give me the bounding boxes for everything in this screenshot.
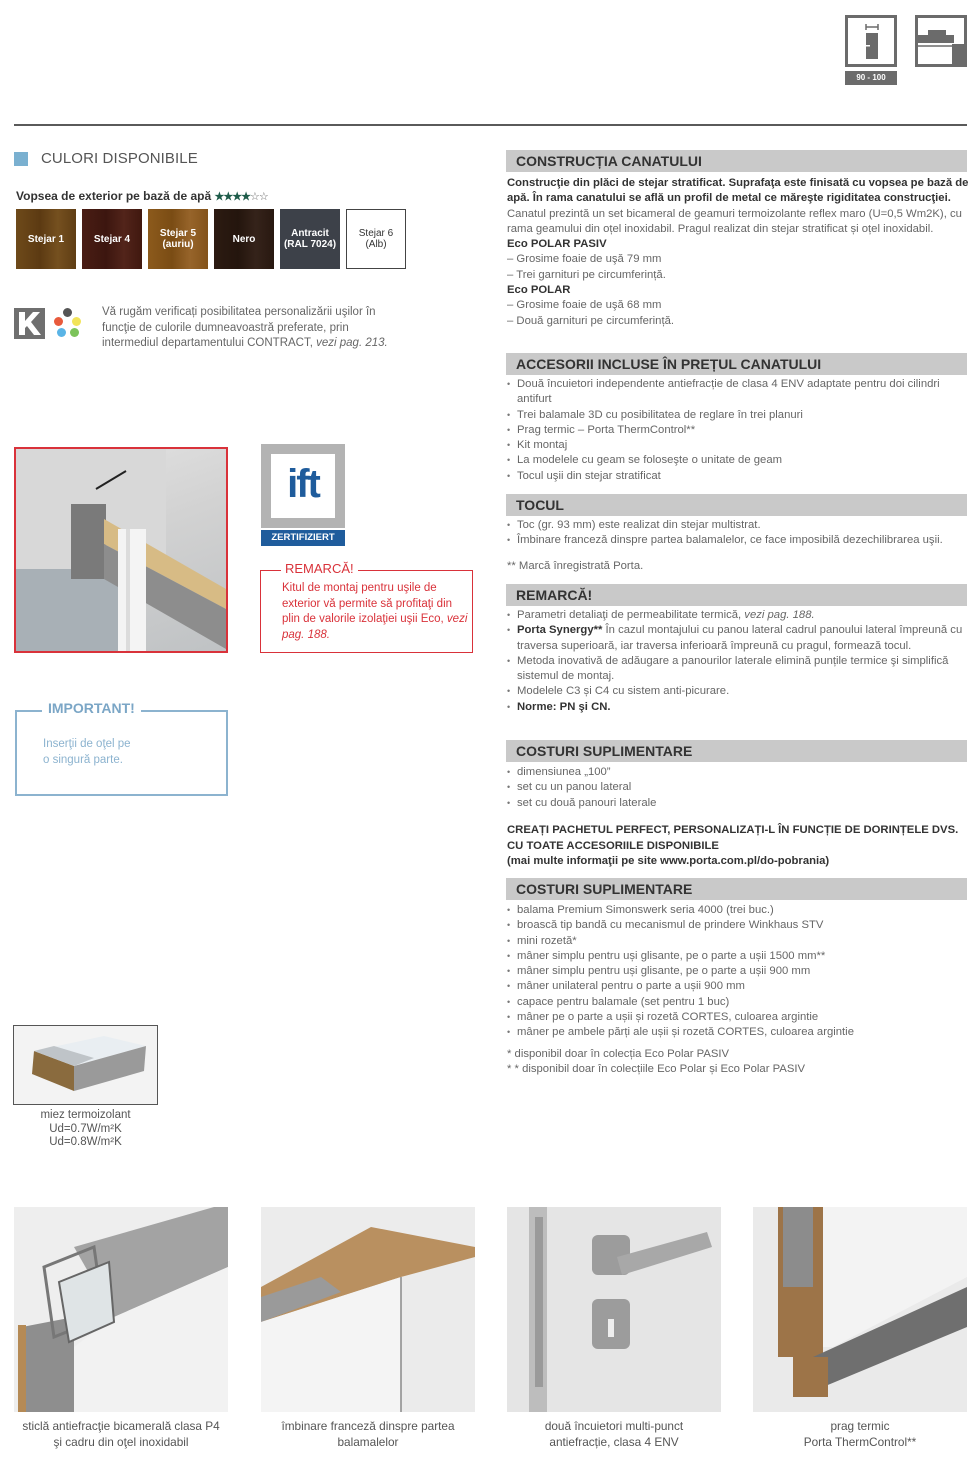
package-cta <box>507 823 969 870</box>
list-item: • Kit montaj <box>507 438 969 453</box>
list-item: • Toc (gr. 93 mm) este realizat din stejar multistrat. <box>507 518 969 533</box>
remarca-callout-text <box>282 581 472 643</box>
colors-section-title: CULORI DISPONIBILE <box>41 150 198 167</box>
personalization-note <box>102 305 402 352</box>
swatch-label: Stejar 4 <box>93 233 131 245</box>
important-line-1: Inserţii de oţel pe <box>43 738 131 750</box>
swatch-label <box>359 228 393 250</box>
frame-list <box>507 518 969 549</box>
cta-line-1: CREAȚI PACHETUL PERFECT, PERSONALIZAȚI-L ÎN FUNCȚIE DE DORINȚELE DVS. <box>507 824 959 836</box>
swatch-stejar-1[interactable] <box>16 209 76 269</box>
thermal-core-photo <box>13 1025 158 1105</box>
door-width-icon <box>845 15 897 67</box>
list-item: • broască tip bandă cu mecanismul de prindere Winkhaus STV <box>507 918 969 933</box>
caption-thermal-threshold <box>740 1418 979 1450</box>
threshold-profile-icon <box>915 15 967 67</box>
core-ud-value-2: Ud=0.8W/m²K <box>49 1136 122 1148</box>
extra-costs-list-1 <box>507 765 969 811</box>
variant-spec: – Grosime foaie de uşă 79 mm <box>507 253 662 266</box>
paint-label <box>16 189 268 205</box>
list-item: • mâner unilateral pentru o parte a ușii 900 mm <box>507 979 969 994</box>
list-item: • capace pentru balamale (set pentru 1 buc) <box>507 995 969 1010</box>
core-ud-value-1: Ud=0.7W/m²K <box>49 1122 122 1135</box>
list-item: • Prag termic – Porta ThermControl** <box>507 423 969 438</box>
swatch-label <box>160 228 196 250</box>
variant-spec: – Trei garnituri pe circumferință. <box>507 268 666 281</box>
installation-kit-photo <box>14 447 228 653</box>
personalization-text: Vă rugăm verificați posibilitatea personalizării uşilor în funcţie de culorile dumneavoastră preferate, prin intermediul departamentului CONTRACT, <box>102 306 376 349</box>
caption-line-1: sticlă antiefracţie bicamerală clasa P4 <box>22 1419 220 1433</box>
construction-section-header: CONSTRUCȚIA CANATULUI <box>506 150 967 172</box>
ift-logo-text: ift <box>287 462 319 506</box>
list-item: • set cu un panou lateral <box>507 780 969 795</box>
variant-spec: – Două garnituri pe circumferință. <box>507 314 675 327</box>
caption-multipoint-locks <box>494 1418 734 1450</box>
list-item: • Modelele C3 și C4 cu sistem anti-picurare. <box>507 684 969 699</box>
color-swatches <box>16 209 406 269</box>
photo-multipoint-locks <box>507 1207 721 1412</box>
remark-text: Parametri detaliaţi de permeabilitate termică, <box>517 609 745 621</box>
list-item: • mâner simplu pentru uși glisante, pe o parte a ușii 900 mm <box>507 964 969 979</box>
list-item: • Tocul uşii din stejar stratificat <box>507 469 969 484</box>
list-item: • Două încuietori independente antiefracție de clasa 4 ENV adaptate pentru doi cilindri antifurt <box>507 377 969 408</box>
extra-costs-list-2 <box>507 903 969 1041</box>
remark-bold: Norme: PN şi CN. <box>517 700 611 713</box>
photo-security-glass <box>14 1207 228 1412</box>
color-dot-icon <box>63 308 72 317</box>
photo-thermal-threshold <box>753 1207 967 1412</box>
cta-website-link[interactable]: (mai multe informaţii pe site www.porta.com.pl/do-pobrania) <box>507 855 830 867</box>
list-item: • mâner pe o parte a ușii și rozetă CORTES, culoarea argintie <box>507 1010 969 1025</box>
trademark-footnote: ** Marcă înregistrată Porta. <box>507 560 644 572</box>
variant-spec: – Grosime foaie de uşă 68 mm <box>507 299 662 312</box>
swatch-stejar-5[interactable] <box>148 209 208 269</box>
caption-line-2: balamalelor <box>337 1435 399 1449</box>
swatch-label-line2: (RAL 7024) <box>283 239 337 250</box>
swatch-label-line1: Stejar 5 <box>159 228 197 239</box>
core-caption-line1: miez termoizolant <box>40 1109 131 1121</box>
caption-line-1: prag termic <box>830 1419 890 1433</box>
star-empty-icon: ☆☆ <box>249 191 268 203</box>
ift-logo-subtitle: ZERTIFIZIERT <box>261 530 345 546</box>
list-item <box>507 608 969 623</box>
color-dot-icon <box>54 317 63 326</box>
remarks-list <box>507 608 969 715</box>
frame-section-header: TOCUL <box>506 494 967 516</box>
color-dot-icon <box>57 328 66 337</box>
photo-french-joint <box>261 1207 475 1412</box>
caption-line-2: şi cadru din oţel inoxidabil <box>53 1435 189 1449</box>
footnote-2: * * disponibil doar în colecțiile Eco Polar și Eco Polar PASIV <box>507 1063 806 1076</box>
construction-intro: Construcţie din plăci de stejar stratificat. Suprafaţa este finisată cu vopsea pe bază de apă. În rama canatului se află un profil de metal ce măreşte rigiditatea construcţiei. <box>507 177 969 205</box>
header-divider <box>14 124 967 126</box>
swatch-label-line1: Stejar 6 <box>358 228 394 239</box>
page-reference-link[interactable]: vezi pag. 188. <box>744 609 815 621</box>
list-item: • mâner simplu pentru uși glisante, pe o parte a ușii 1500 mm** <box>507 949 969 964</box>
star-filled-icon: ★★★★ <box>214 191 250 203</box>
construction-description: Canatul prezintă un set bicameral de geamuri termoizolante reflex maro (U=0,5 Wm2K), cu rama geamului din oțel inoxidabil. Pragul realizat din stejar stratificat și oțel inoxidabil. <box>507 207 962 235</box>
footnotes <box>507 1047 969 1078</box>
important-line-2: o singură parte. <box>43 754 123 766</box>
k-color-logo-icon <box>14 308 45 339</box>
color-dot-icon <box>72 317 81 326</box>
accessories-section-header: ACCESORII INCLUSE ÎN PREȚUL CANATULUI <box>506 353 967 375</box>
list-item: • balama Premium Simonswerk seria 4000 (trei buc.) <box>507 903 969 918</box>
caption-french-joint <box>248 1418 488 1450</box>
footnote-1: * disponibil doar în colecția Eco Polar PASIV <box>507 1048 730 1060</box>
swatch-label-line2: (auriu) <box>162 239 194 250</box>
swatch-label-line2: (Alb) <box>365 239 387 250</box>
list-item: • Trei balamale 3D cu posibilitatea de reglare în trei planuri <box>507 408 969 423</box>
remarks-section-header: REMARCĂ! <box>506 584 967 606</box>
list-item: • dimensiunea „100” <box>507 765 969 780</box>
paint-label-text: Vopsea de exterior pe bază de apă <box>16 189 212 203</box>
variant-name: Eco POLAR <box>507 284 571 297</box>
construction-body <box>507 176 969 329</box>
remarca-callout-title: REMARCĂ! <box>281 561 358 576</box>
swatch-label-line1: Antracit <box>291 228 329 239</box>
page-reference-link[interactable]: vezi pag. 213. <box>316 337 388 349</box>
extra-costs-header-1: COSTURI SUPLIMENTARE <box>506 740 967 762</box>
cta-line-2: CU TOATE ACCESORIILE DISPONIBILE <box>507 839 719 852</box>
swatch-stejar-4[interactable] <box>82 209 142 269</box>
list-item: • Metoda inovativă de adăugare a panourilor laterale elimină punțile termice şi simplifică sistemul de montaj. <box>507 654 969 685</box>
list-item <box>507 700 969 715</box>
important-callout-title: IMPORTANT! <box>42 701 141 716</box>
swatch-label: Nero <box>232 233 256 245</box>
list-item <box>507 623 969 654</box>
ift-certified-logo <box>261 444 345 546</box>
caption-security-glass <box>1 1418 241 1450</box>
list-item: • mini rozetă* <box>507 934 969 949</box>
swatch-label: Stejar 1 <box>27 233 65 245</box>
swatch-nero[interactable] <box>214 209 274 269</box>
caption-line-1: îmbinare franceză dinspre partea <box>281 1419 455 1433</box>
size-badge: 90 - 100 <box>845 71 897 85</box>
list-item: • Îmbinare franceză dinspre partea balamalelor, ce face imposibilă dezechilibrarea uşii. <box>507 533 969 548</box>
list-item: • set cu două panouri laterale <box>507 796 969 811</box>
list-item: • La modelele cu geam se foloseşte o unitate de geam <box>507 453 969 468</box>
remark-text: În cazul montajului cu panou lateral cadrul panoului lateral împreună cu traversa superioară, iar traversa inferioară împreună cu pragul, formează tocul. <box>517 624 963 652</box>
caption-line-1: două încuietori multi-punct <box>544 1419 684 1433</box>
swatch-antracit[interactable] <box>280 209 340 269</box>
page-reference-link[interactable]: vezi pag. 188. <box>282 613 468 641</box>
accessories-list <box>507 377 969 484</box>
variant-name: Eco POLAR PASIV <box>507 238 607 251</box>
rating-stars <box>215 191 268 203</box>
important-callout-text <box>43 736 131 768</box>
color-dot-icon <box>70 328 79 337</box>
swatch-stejar-6[interactable] <box>346 209 406 269</box>
extra-costs-header-2: COSTURI SUPLIMENTARE <box>506 878 967 900</box>
thermal-core-caption <box>13 1109 158 1150</box>
list-item: • mâner pe ambele părți ale ușii și rozetă CORTES, culoarea argintie <box>507 1025 969 1040</box>
caption-line-2: Porta ThermControl** <box>803 1435 917 1449</box>
remarca-callout-body: Kitul de montaj pentru uşile de exterior vă permite să profitaţi din plin de valorile izolaţiei uşii Eco, <box>282 582 453 625</box>
section-marker-icon <box>14 152 28 166</box>
swatch-label <box>284 228 336 250</box>
caption-line-2: antiefracție, clasa 4 ENV <box>549 1435 679 1449</box>
remark-bold: Porta Synergy** <box>517 624 603 637</box>
